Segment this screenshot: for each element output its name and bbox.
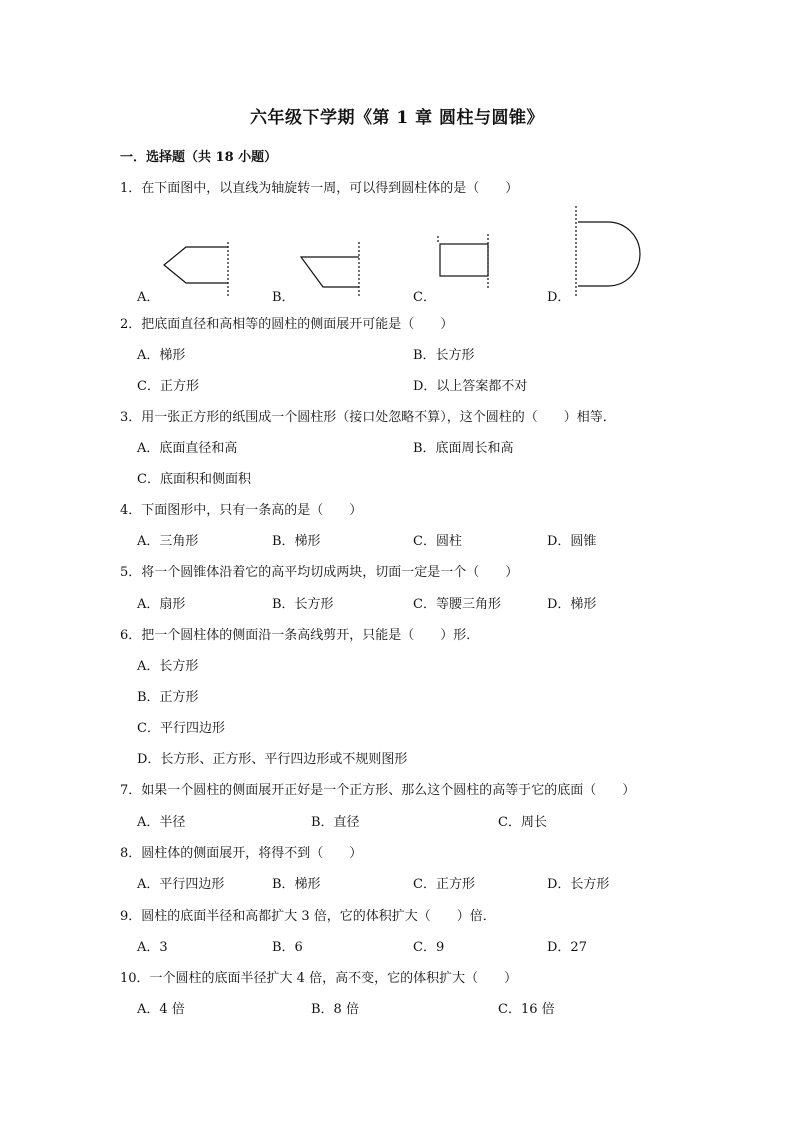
figure-d — [568, 206, 648, 298]
option: C．正方形 — [137, 379, 199, 394]
figure-b — [295, 242, 375, 298]
option: A．半径 — [137, 815, 186, 830]
question-stem: 7．如果一个圆柱的侧面展开正好是一个正方形、那么这个圆柱的高等于它的底面（ ） — [120, 783, 636, 798]
option: A．三角形 — [137, 534, 199, 549]
option: A．平行四边形 — [137, 877, 225, 892]
option: A．4 倍 — [137, 1002, 185, 1017]
figure-c — [432, 232, 502, 292]
option: B．长方形 — [272, 597, 334, 612]
option: C．底面积和侧面积 — [137, 472, 251, 487]
option-label: A． — [137, 290, 160, 305]
option: A．梯形 — [137, 348, 186, 363]
option: C．16 倍 — [498, 1002, 555, 1017]
question-stem: 9．圆柱的底面半径和高都扩大 3 倍，它的体积扩大（ ）倍． — [120, 909, 496, 924]
option: B．8 倍 — [311, 1002, 359, 1017]
option: A．长方形 — [137, 659, 199, 674]
question-stem: 2．把底面直径和高相等的圆柱的侧面展开可能是（ ） — [120, 317, 454, 332]
option: C．9 — [413, 940, 445, 955]
option: D．梯形 — [547, 597, 597, 612]
option: D．长方形、正方形、平行四边形或不规则图形 — [137, 752, 408, 767]
option: C．正方形 — [413, 877, 475, 892]
option: B．梯形 — [272, 877, 321, 892]
option: A．3 — [137, 940, 168, 955]
option: D．27 — [547, 940, 587, 955]
option: A．扇形 — [137, 597, 186, 612]
question-stem: 1．在下面图中，以直线为轴旋转一周，可以得到圆柱体的是（ ） — [120, 181, 519, 196]
option: B．梯形 — [272, 534, 321, 549]
option: B．底面周长和高 — [413, 441, 514, 456]
option: A．底面直径和高 — [137, 441, 238, 456]
option: C．周长 — [498, 815, 547, 830]
option: D．圆锥 — [547, 534, 597, 549]
option-label: B． — [272, 290, 295, 305]
option: B．正方形 — [137, 690, 199, 705]
question-stem: 5．将一个圆锥体沿着它的高平均切成两块，切面一定是一个（ ） — [120, 565, 519, 580]
question-stem: 10．一个圆柱的底面半径扩大 4 倍，高不变，它的体积扩大（ ） — [120, 971, 518, 986]
option: B．6 — [272, 940, 303, 955]
option: B．长方形 — [413, 348, 475, 363]
option: D．长方形 — [547, 877, 610, 892]
option-label: C． — [413, 290, 436, 305]
section-heading: 一．选择题（共 18 小题） — [120, 150, 278, 165]
question-stem: 4．下面图形中，只有一条高的是（ ） — [120, 503, 363, 518]
option: D．以上答案都不对 — [413, 379, 528, 394]
question-stem: 8．圆柱体的侧面展开，将得不到（ ） — [120, 846, 363, 861]
option-label: D． — [547, 290, 571, 305]
figure-a — [158, 242, 238, 298]
option: C．等腰三角形 — [413, 597, 501, 612]
page-title: 六年级下学期《第 1 章 圆柱与圆锥》 — [249, 108, 545, 128]
option: C．平行四边形 — [137, 721, 225, 736]
question-stem: 6．把一个圆柱体的侧面沿一条高线剪开，只能是（ ）形． — [120, 628, 480, 643]
option: C．圆柱 — [413, 534, 462, 549]
option: B．直径 — [311, 815, 360, 830]
question-stem: 3．用一张正方形的纸围成一个圆柱形（接口处忽略不算），这个圆柱的（ ）相等． — [120, 410, 616, 425]
